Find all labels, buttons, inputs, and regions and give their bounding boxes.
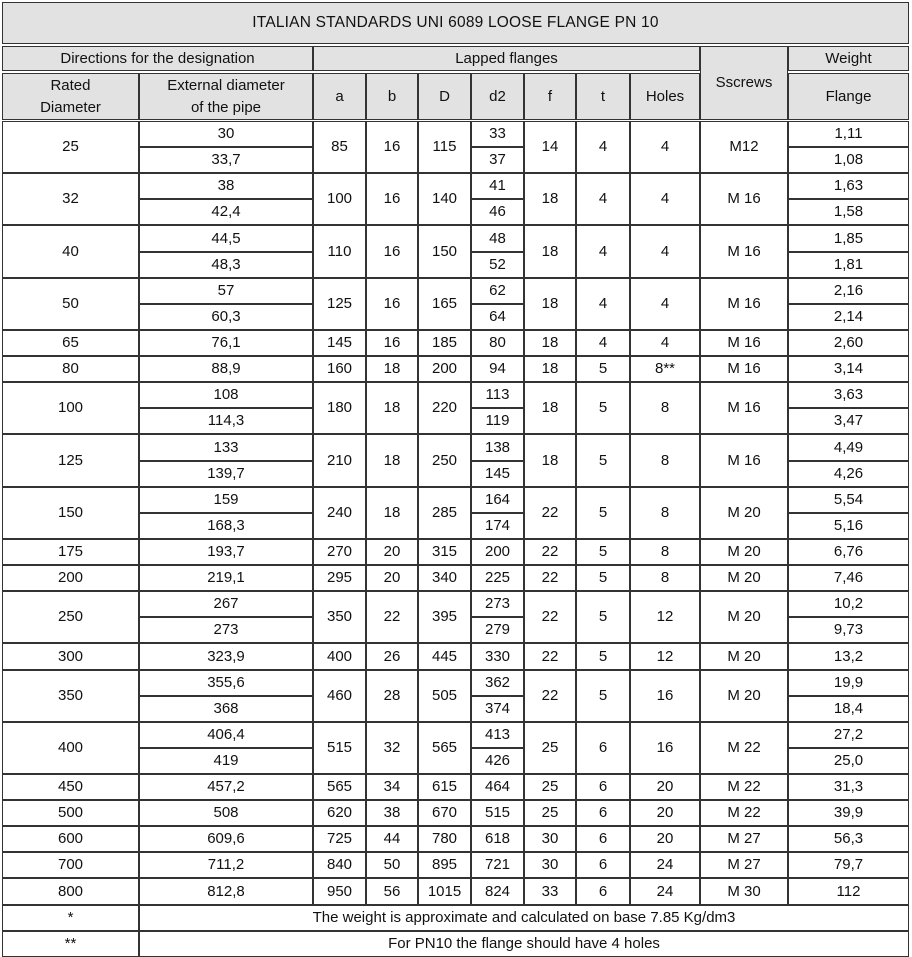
cell-D: 250 (418, 434, 471, 487)
cell-d2: 721 (471, 852, 524, 878)
cell-t: 6 (576, 826, 630, 852)
cell-t: 5 (576, 434, 630, 487)
cell-a: 145 (313, 330, 366, 356)
cell-t: 5 (576, 643, 630, 670)
cell-f: 18 (524, 278, 576, 330)
cell-weight: 10,2 (788, 591, 909, 617)
cell-screws: M 20 (700, 591, 788, 643)
cell-a: 460 (313, 670, 366, 722)
cell-f: 18 (524, 434, 576, 487)
cell-f: 14 (524, 121, 576, 173)
cell-d2: 64 (471, 304, 524, 330)
cell-b: 20 (366, 539, 418, 565)
cell-t: 4 (576, 173, 630, 225)
cell-weight: 5,16 (788, 513, 909, 539)
cell-rated-diameter: 250 (2, 591, 139, 643)
page-title: ITALIAN STANDARDS UNI 6089 LOOSE FLANGE PN 10 (2, 2, 909, 44)
cell-a: 210 (313, 434, 366, 487)
cell-a: 515 (313, 722, 366, 774)
header-d2: d2 (471, 73, 524, 120)
cell-t: 4 (576, 121, 630, 173)
cell-b: 22 (366, 591, 418, 643)
cell-weight: 13,2 (788, 643, 909, 670)
cell-D: 505 (418, 670, 471, 722)
cell-D: 185 (418, 330, 471, 356)
cell-a: 125 (313, 278, 366, 330)
cell-b: 16 (366, 330, 418, 356)
cell-holes: 8 (630, 565, 700, 591)
cell-d2: 94 (471, 356, 524, 382)
cell-external-diameter: 406,4 (139, 722, 313, 748)
cell-b: 16 (366, 173, 418, 225)
cell-f: 18 (524, 330, 576, 356)
cell-external-diameter: 38 (139, 173, 313, 199)
cell-d2: 41 (471, 173, 524, 199)
cell-t: 6 (576, 722, 630, 774)
cell-weight: 2,16 (788, 278, 909, 304)
cell-t: 4 (576, 330, 630, 356)
cell-t: 4 (576, 278, 630, 330)
cell-d2: 824 (471, 878, 524, 905)
cell-b: 18 (366, 382, 418, 434)
cell-t: 6 (576, 878, 630, 905)
cell-t: 6 (576, 774, 630, 800)
cell-d2: 52 (471, 252, 524, 278)
cell-screws: M12 (700, 121, 788, 173)
cell-d2: 33 (471, 121, 524, 147)
cell-d2: 273 (471, 591, 524, 617)
cell-external-diameter: 42,4 (139, 199, 313, 225)
cell-a: 160 (313, 356, 366, 382)
header-t: t (576, 73, 630, 120)
header-rated-diameter: Rated Diameter (2, 73, 139, 120)
cell-rated-diameter: 40 (2, 225, 139, 278)
cell-a: 270 (313, 539, 366, 565)
cell-holes: 20 (630, 800, 700, 826)
cell-screws: M 16 (700, 225, 788, 278)
cell-D: 315 (418, 539, 471, 565)
cell-b: 38 (366, 800, 418, 826)
cell-b: 18 (366, 487, 418, 539)
cell-screws: M 22 (700, 774, 788, 800)
cell-rated-diameter: 125 (2, 434, 139, 487)
cell-f: 18 (524, 225, 576, 278)
header-lapped-flanges: Lapped flanges (313, 46, 700, 71)
cell-d2: 48 (471, 225, 524, 252)
cell-t: 5 (576, 539, 630, 565)
cell-f: 22 (524, 670, 576, 722)
cell-external-diameter: 108 (139, 382, 313, 408)
cell-external-diameter: 168,3 (139, 513, 313, 539)
cell-d2: 62 (471, 278, 524, 304)
cell-d2: 138 (471, 434, 524, 461)
cell-d2: 80 (471, 330, 524, 356)
cell-external-diameter: 76,1 (139, 330, 313, 356)
cell-f: 22 (524, 487, 576, 539)
cell-d2: 37 (471, 147, 524, 173)
cell-rated-diameter: 700 (2, 852, 139, 878)
cell-weight: 25,0 (788, 748, 909, 774)
cell-b: 44 (366, 826, 418, 852)
cell-weight: 1,81 (788, 252, 909, 278)
cell-b: 16 (366, 121, 418, 173)
cell-rated-diameter: 80 (2, 356, 139, 382)
cell-holes: 16 (630, 722, 700, 774)
cell-screws: M 20 (700, 539, 788, 565)
cell-D: 150 (418, 225, 471, 278)
cell-external-diameter: 60,3 (139, 304, 313, 330)
cell-weight: 5,54 (788, 487, 909, 513)
cell-rated-diameter: 350 (2, 670, 139, 722)
cell-rated-diameter: 50 (2, 278, 139, 330)
cell-D: 115 (418, 121, 471, 173)
cell-external-diameter: 114,3 (139, 408, 313, 434)
cell-weight: 1,11 (788, 121, 909, 147)
cell-f: 30 (524, 826, 576, 852)
cell-b: 18 (366, 356, 418, 382)
cell-rated-diameter: 800 (2, 878, 139, 905)
cell-f: 18 (524, 382, 576, 434)
cell-holes: 8 (630, 382, 700, 434)
cell-a: 85 (313, 121, 366, 173)
cell-a: 565 (313, 774, 366, 800)
cell-b: 18 (366, 434, 418, 487)
cell-screws: M 16 (700, 278, 788, 330)
cell-external-diameter: 609,6 (139, 826, 313, 852)
cell-rated-diameter: 175 (2, 539, 139, 565)
cell-external-diameter: 33,7 (139, 147, 313, 173)
cell-weight: 4,49 (788, 434, 909, 461)
cell-holes: 12 (630, 643, 700, 670)
cell-external-diameter: 133 (139, 434, 313, 461)
cell-holes: 20 (630, 826, 700, 852)
cell-screws: M 22 (700, 800, 788, 826)
cell-external-diameter: 193,7 (139, 539, 313, 565)
cell-external-diameter: 139,7 (139, 461, 313, 487)
cell-d2: 330 (471, 643, 524, 670)
header-a: a (313, 73, 366, 120)
cell-t: 5 (576, 487, 630, 539)
cell-D: 165 (418, 278, 471, 330)
cell-weight: 2,14 (788, 304, 909, 330)
cell-external-diameter: 267 (139, 591, 313, 617)
cell-weight: 1,58 (788, 199, 909, 225)
cell-t: 5 (576, 356, 630, 382)
cell-D: 780 (418, 826, 471, 852)
cell-weight: 112 (788, 878, 909, 905)
cell-screws: M 27 (700, 826, 788, 852)
cell-f: 30 (524, 852, 576, 878)
cell-weight: 6,76 (788, 539, 909, 565)
cell-external-diameter: 457,2 (139, 774, 313, 800)
cell-weight: 1,08 (788, 147, 909, 173)
cell-external-diameter: 30 (139, 121, 313, 147)
cell-weight: 31,3 (788, 774, 909, 800)
note-mark: * (2, 905, 139, 931)
cell-screws: M 16 (700, 330, 788, 356)
cell-external-diameter: 219,1 (139, 565, 313, 591)
cell-d2: 374 (471, 696, 524, 722)
cell-D: 285 (418, 487, 471, 539)
cell-d2: 164 (471, 487, 524, 513)
cell-d2: 46 (471, 199, 524, 225)
cell-holes: 4 (630, 173, 700, 225)
cell-holes: 4 (630, 330, 700, 356)
cell-rated-diameter: 200 (2, 565, 139, 591)
cell-holes: 4 (630, 278, 700, 330)
cell-rated-diameter: 600 (2, 826, 139, 852)
cell-t: 5 (576, 670, 630, 722)
cell-rated-diameter: 100 (2, 382, 139, 434)
cell-b: 16 (366, 225, 418, 278)
cell-f: 25 (524, 774, 576, 800)
cell-D: 670 (418, 800, 471, 826)
cell-a: 400 (313, 643, 366, 670)
header-weight: Weight (788, 46, 909, 71)
cell-D: 565 (418, 722, 471, 774)
cell-b: 32 (366, 722, 418, 774)
cell-b: 50 (366, 852, 418, 878)
cell-screws: M 20 (700, 670, 788, 722)
cell-weight: 2,60 (788, 330, 909, 356)
cell-external-diameter: 355,6 (139, 670, 313, 696)
cell-weight: 1,85 (788, 225, 909, 252)
cell-a: 110 (313, 225, 366, 278)
cell-external-diameter: 273 (139, 617, 313, 643)
cell-holes: 16 (630, 670, 700, 722)
cell-D: 140 (418, 173, 471, 225)
cell-d2: 200 (471, 539, 524, 565)
cell-holes: 4 (630, 121, 700, 173)
cell-f: 25 (524, 722, 576, 774)
cell-external-diameter: 323,9 (139, 643, 313, 670)
cell-rated-diameter: 25 (2, 121, 139, 173)
cell-D: 395 (418, 591, 471, 643)
cell-rated-diameter: 500 (2, 800, 139, 826)
cell-screws: M 16 (700, 382, 788, 434)
cell-d2: 279 (471, 617, 524, 643)
cell-holes: 24 (630, 878, 700, 905)
cell-external-diameter: 711,2 (139, 852, 313, 878)
cell-f: 18 (524, 173, 576, 225)
cell-D: 1015 (418, 878, 471, 905)
cell-holes: 8 (630, 487, 700, 539)
cell-weight: 4,26 (788, 461, 909, 487)
cell-screws: M 30 (700, 878, 788, 905)
cell-d2: 119 (471, 408, 524, 434)
cell-b: 20 (366, 565, 418, 591)
cell-t: 5 (576, 591, 630, 643)
cell-rated-diameter: 32 (2, 173, 139, 225)
cell-d2: 464 (471, 774, 524, 800)
cell-b: 34 (366, 774, 418, 800)
cell-weight: 79,7 (788, 852, 909, 878)
cell-f: 22 (524, 565, 576, 591)
cell-holes: 20 (630, 774, 700, 800)
cell-external-diameter: 159 (139, 487, 313, 513)
cell-holes: 4 (630, 225, 700, 278)
cell-a: 350 (313, 591, 366, 643)
header-D: D (418, 73, 471, 120)
cell-screws: M 16 (700, 434, 788, 487)
cell-b: 26 (366, 643, 418, 670)
note-text: For PN10 the flange should have 4 holes (139, 931, 909, 957)
cell-d2: 413 (471, 722, 524, 748)
cell-D: 895 (418, 852, 471, 878)
cell-t: 4 (576, 225, 630, 278)
cell-D: 340 (418, 565, 471, 591)
cell-f: 33 (524, 878, 576, 905)
cell-f: 22 (524, 591, 576, 643)
cell-d2: 145 (471, 461, 524, 487)
cell-a: 180 (313, 382, 366, 434)
cell-external-diameter: 44,5 (139, 225, 313, 252)
cell-d2: 426 (471, 748, 524, 774)
cell-weight: 3,47 (788, 408, 909, 434)
cell-t: 5 (576, 565, 630, 591)
cell-b: 56 (366, 878, 418, 905)
cell-screws: M 20 (700, 643, 788, 670)
cell-external-diameter: 508 (139, 800, 313, 826)
cell-screws: M 22 (700, 722, 788, 774)
cell-weight: 1,63 (788, 173, 909, 199)
cell-weight: 7,46 (788, 565, 909, 591)
cell-screws: M 16 (700, 356, 788, 382)
header-external-diameter: External diameter of the pipe (139, 73, 313, 120)
cell-rated-diameter: 400 (2, 722, 139, 774)
cell-D: 220 (418, 382, 471, 434)
cell-rated-diameter: 450 (2, 774, 139, 800)
cell-a: 950 (313, 878, 366, 905)
cell-a: 100 (313, 173, 366, 225)
cell-external-diameter: 88,9 (139, 356, 313, 382)
cell-t: 6 (576, 800, 630, 826)
cell-rated-diameter: 300 (2, 643, 139, 670)
header-screws: Sscrews (700, 46, 788, 120)
cell-weight: 56,3 (788, 826, 909, 852)
cell-holes: 12 (630, 591, 700, 643)
cell-weight: 18,4 (788, 696, 909, 722)
note-mark: ** (2, 931, 139, 957)
cell-a: 840 (313, 852, 366, 878)
cell-b: 28 (366, 670, 418, 722)
cell-rated-diameter: 150 (2, 487, 139, 539)
cell-d2: 113 (471, 382, 524, 408)
cell-weight: 9,73 (788, 617, 909, 643)
cell-d2: 618 (471, 826, 524, 852)
header-directions: Directions for the designation (2, 46, 313, 71)
header-flange: Flange (788, 73, 909, 120)
cell-external-diameter: 419 (139, 748, 313, 774)
cell-f: 22 (524, 643, 576, 670)
cell-weight: 19,9 (788, 670, 909, 696)
cell-f: 18 (524, 356, 576, 382)
cell-d2: 225 (471, 565, 524, 591)
cell-D: 445 (418, 643, 471, 670)
cell-a: 620 (313, 800, 366, 826)
header-holes: Holes (630, 73, 700, 120)
cell-d2: 515 (471, 800, 524, 826)
cell-holes: 8 (630, 539, 700, 565)
cell-screws: M 20 (700, 565, 788, 591)
cell-screws: M 20 (700, 487, 788, 539)
cell-weight: 27,2 (788, 722, 909, 748)
cell-a: 295 (313, 565, 366, 591)
cell-holes: 24 (630, 852, 700, 878)
cell-weight: 39,9 (788, 800, 909, 826)
cell-rated-diameter: 65 (2, 330, 139, 356)
cell-a: 240 (313, 487, 366, 539)
cell-holes: 8** (630, 356, 700, 382)
cell-D: 200 (418, 356, 471, 382)
cell-external-diameter: 48,3 (139, 252, 313, 278)
cell-external-diameter: 812,8 (139, 878, 313, 905)
cell-holes: 8 (630, 434, 700, 487)
cell-external-diameter: 368 (139, 696, 313, 722)
header-b: b (366, 73, 418, 120)
cell-b: 16 (366, 278, 418, 330)
cell-t: 5 (576, 382, 630, 434)
cell-D: 615 (418, 774, 471, 800)
cell-d2: 362 (471, 670, 524, 696)
cell-f: 22 (524, 539, 576, 565)
cell-d2: 174 (471, 513, 524, 539)
note-text: The weight is approximate and calculated on base 7.85 Kg/dm3 (139, 905, 909, 931)
cell-a: 725 (313, 826, 366, 852)
cell-f: 25 (524, 800, 576, 826)
cell-screws: M 16 (700, 173, 788, 225)
cell-weight: 3,14 (788, 356, 909, 382)
cell-external-diameter: 57 (139, 278, 313, 304)
cell-screws: M 27 (700, 852, 788, 878)
cell-t: 6 (576, 852, 630, 878)
header-f: f (524, 73, 576, 120)
cell-weight: 3,63 (788, 382, 909, 408)
